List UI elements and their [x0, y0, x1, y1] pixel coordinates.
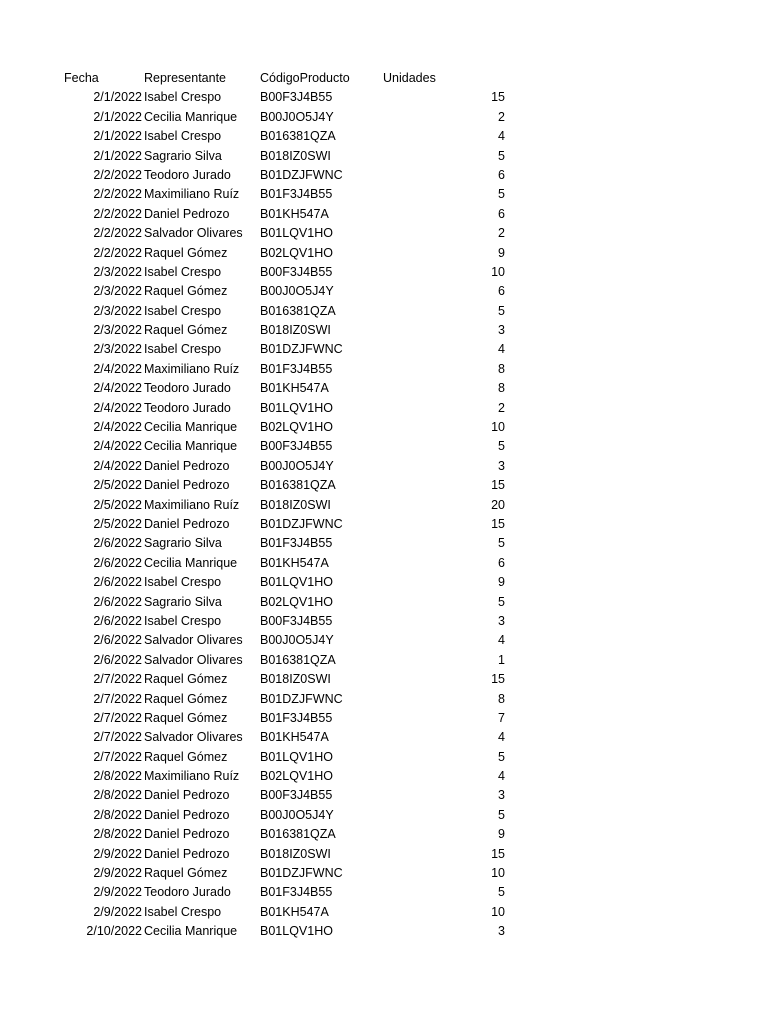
- table-row: [0, 496, 768, 515]
- cell-unidades: 15: [491, 846, 505, 861]
- table-row: [0, 515, 768, 534]
- cell-unidades: 20: [491, 497, 505, 512]
- cell-codigo-producto: B00J0O5J4Y: [260, 633, 334, 648]
- cell-representante: Daniel Pedrozo: [144, 458, 230, 473]
- table-row: [0, 360, 768, 379]
- cell-unidades: 5: [498, 303, 505, 318]
- cell-representante: Daniel Pedrozo: [144, 788, 230, 803]
- table-row: [0, 534, 768, 553]
- cell-representante: Daniel Pedrozo: [144, 516, 230, 531]
- header-unidades: Unidades: [383, 71, 436, 85]
- table-row: [0, 786, 768, 805]
- cell-codigo-producto: B02LQV1HO: [260, 769, 333, 784]
- cell-fecha: 2/2/2022: [93, 226, 142, 241]
- cell-unidades: 3: [498, 788, 505, 803]
- table-row: [0, 554, 768, 573]
- table-row: [0, 748, 768, 767]
- cell-codigo-producto: B016381QZA: [260, 303, 336, 318]
- cell-representante: Cecilia Manrique: [144, 420, 238, 435]
- cell-representante: Teodoro Jurado: [144, 885, 231, 900]
- cell-representante: Salvador Olivares: [144, 226, 243, 241]
- cell-representante: Teodoro Jurado: [144, 400, 231, 415]
- cell-fecha: 2/3/2022: [93, 303, 142, 318]
- cell-representante: Teodoro Jurado: [144, 381, 231, 396]
- table-row: [0, 845, 768, 864]
- table-body: [0, 88, 768, 941]
- cell-fecha: 2/8/2022: [93, 769, 142, 784]
- cell-fecha: 2/4/2022: [93, 439, 142, 454]
- table-row: [0, 379, 768, 398]
- table-row: [0, 864, 768, 883]
- table-row: [0, 205, 768, 224]
- table-row: [0, 127, 768, 146]
- cell-unidades: 4: [498, 342, 505, 357]
- cell-unidades: 3: [498, 458, 505, 473]
- cell-representante: Sagrario Silva: [144, 536, 222, 551]
- cell-fecha: 2/5/2022: [93, 478, 142, 493]
- cell-unidades: 10: [491, 420, 505, 435]
- table-row: [0, 903, 768, 922]
- cell-representante: Raquel Gómez: [144, 749, 228, 764]
- cell-representante: Daniel Pedrozo: [144, 827, 230, 842]
- cell-codigo-producto: B01KH547A: [260, 904, 329, 919]
- cell-codigo-producto: B01F3J4B55: [260, 187, 333, 202]
- cell-representante: Isabel Crespo: [144, 264, 222, 279]
- cell-codigo-producto: B00J0O5J4Y: [260, 284, 334, 299]
- cell-unidades: 8: [498, 691, 505, 706]
- cell-unidades: 5: [498, 439, 505, 454]
- cell-codigo-producto: B01KH547A: [260, 206, 329, 221]
- cell-unidades: 15: [491, 90, 505, 105]
- table-row: [0, 302, 768, 321]
- cell-unidades: 5: [498, 885, 505, 900]
- cell-representante: Maximiliano Ruíz: [144, 187, 240, 202]
- table-row: [0, 244, 768, 263]
- cell-representante: Salvador Olivares: [144, 633, 243, 648]
- cell-fecha: 2/9/2022: [93, 866, 142, 881]
- cell-fecha: 2/2/2022: [93, 245, 142, 260]
- cell-representante: Raquel Gómez: [144, 710, 228, 725]
- cell-codigo-producto: B018IZ0SWI: [260, 846, 331, 861]
- cell-codigo-producto: B01LQV1HO: [260, 575, 333, 590]
- cell-unidades: 5: [498, 536, 505, 551]
- cell-codigo-producto: B01F3J4B55: [260, 361, 333, 376]
- cell-codigo-producto: B00F3J4B55: [260, 439, 333, 454]
- cell-representante: Isabel Crespo: [144, 342, 222, 357]
- cell-codigo-producto: B00F3J4B55: [260, 90, 333, 105]
- cell-representante: Daniel Pedrozo: [144, 478, 230, 493]
- cell-representante: Cecilia Manrique: [144, 109, 238, 124]
- cell-unidades: 9: [498, 575, 505, 590]
- cell-representante: Daniel Pedrozo: [144, 807, 230, 822]
- cell-representante: Teodoro Jurado: [144, 167, 231, 182]
- cell-representante: Isabel Crespo: [144, 575, 222, 590]
- table-row: [0, 224, 768, 243]
- cell-codigo-producto: B00F3J4B55: [260, 788, 333, 803]
- header-representante: Representante: [144, 71, 227, 85]
- cell-fecha: 2/7/2022: [93, 749, 142, 764]
- cell-codigo-producto: B01F3J4B55: [260, 710, 333, 725]
- cell-unidades: 4: [498, 730, 505, 745]
- cell-unidades: 2: [498, 400, 505, 415]
- cell-fecha: 2/3/2022: [93, 342, 142, 357]
- cell-fecha: 2/7/2022: [93, 672, 142, 687]
- cell-fecha: 2/4/2022: [93, 381, 142, 396]
- table-row: [0, 457, 768, 476]
- cell-representante: Isabel Crespo: [144, 303, 222, 318]
- table-row: [0, 922, 768, 941]
- data-table: [0, 69, 768, 942]
- cell-codigo-producto: B01DZJFWNC: [260, 691, 343, 706]
- table-row: [0, 321, 768, 340]
- cell-codigo-producto: B01LQV1HO: [260, 400, 333, 415]
- table-row: [0, 593, 768, 612]
- cell-fecha: 2/6/2022: [93, 555, 142, 570]
- cell-representante: Raquel Gómez: [144, 691, 228, 706]
- cell-codigo-producto: B01KH547A: [260, 381, 329, 396]
- cell-codigo-producto: B00J0O5J4Y: [260, 807, 334, 822]
- cell-codigo-producto: B01KH547A: [260, 730, 329, 745]
- cell-codigo-producto: B01DZJFWNC: [260, 167, 343, 182]
- table-row: [0, 651, 768, 670]
- cell-representante: Raquel Gómez: [144, 245, 228, 260]
- cell-fecha: 2/4/2022: [93, 361, 142, 376]
- cell-unidades: 10: [491, 866, 505, 881]
- cell-unidades: 15: [491, 672, 505, 687]
- cell-fecha: 2/5/2022: [93, 516, 142, 531]
- header-fecha: Fecha: [64, 71, 99, 85]
- cell-fecha: 2/1/2022: [93, 148, 142, 163]
- cell-codigo-producto: B016381QZA: [260, 129, 336, 144]
- cell-representante: Raquel Gómez: [144, 284, 228, 299]
- cell-fecha: 2/4/2022: [93, 420, 142, 435]
- cell-fecha: 2/2/2022: [93, 187, 142, 202]
- table-row: [0, 631, 768, 650]
- cell-codigo-producto: B00J0O5J4Y: [260, 458, 334, 473]
- cell-fecha: 2/2/2022: [93, 206, 142, 221]
- cell-representante: Raquel Gómez: [144, 323, 228, 338]
- cell-fecha: 2/3/2022: [93, 323, 142, 338]
- cell-unidades: 5: [498, 749, 505, 764]
- cell-fecha: 2/8/2022: [93, 827, 142, 842]
- cell-codigo-producto: B01KH547A: [260, 555, 329, 570]
- cell-fecha: 2/8/2022: [93, 807, 142, 822]
- cell-representante: Salvador Olivares: [144, 652, 243, 667]
- cell-codigo-producto: B02LQV1HO: [260, 420, 333, 435]
- table-row: [0, 573, 768, 592]
- cell-representante: Maximiliano Ruíz: [144, 361, 240, 376]
- cell-unidades: 7: [498, 710, 505, 725]
- cell-codigo-producto: B02LQV1HO: [260, 594, 333, 609]
- cell-fecha: 2/4/2022: [93, 458, 142, 473]
- cell-codigo-producto: B01F3J4B55: [260, 885, 333, 900]
- cell-unidades: 3: [498, 323, 505, 338]
- cell-fecha: 2/5/2022: [93, 497, 142, 512]
- cell-unidades: 5: [498, 594, 505, 609]
- table-row: [0, 399, 768, 418]
- table-row: [0, 147, 768, 166]
- cell-unidades: 6: [498, 284, 505, 299]
- cell-representante: Sagrario Silva: [144, 594, 222, 609]
- table-row: [0, 767, 768, 786]
- cell-representante: Raquel Gómez: [144, 672, 228, 687]
- table-row: [0, 282, 768, 301]
- cell-unidades: 4: [498, 129, 505, 144]
- cell-fecha: 2/3/2022: [93, 264, 142, 279]
- cell-codigo-producto: B02LQV1HO: [260, 245, 333, 260]
- cell-codigo-producto: B01DZJFWNC: [260, 342, 343, 357]
- cell-unidades: 6: [498, 555, 505, 570]
- cell-representante: Sagrario Silva: [144, 148, 222, 163]
- cell-fecha: 2/9/2022: [93, 885, 142, 900]
- table-row: [0, 185, 768, 204]
- cell-unidades: 2: [498, 226, 505, 241]
- cell-fecha: 2/1/2022: [93, 129, 142, 144]
- cell-codigo-producto: B018IZ0SWI: [260, 672, 331, 687]
- cell-representante: Isabel Crespo: [144, 90, 222, 105]
- cell-fecha: 2/8/2022: [93, 788, 142, 803]
- cell-fecha: 2/6/2022: [93, 594, 142, 609]
- cell-unidades: 4: [498, 633, 505, 648]
- cell-codigo-producto: B016381QZA: [260, 652, 336, 667]
- table-row: [0, 670, 768, 689]
- cell-fecha: 2/7/2022: [93, 691, 142, 706]
- table-header-row: [0, 69, 768, 88]
- cell-unidades: 1: [498, 652, 505, 667]
- cell-codigo-producto: B016381QZA: [260, 478, 336, 493]
- cell-representante: Isabel Crespo: [144, 904, 222, 919]
- table-row: [0, 166, 768, 185]
- cell-fecha: 2/4/2022: [93, 400, 142, 415]
- table-row: [0, 476, 768, 495]
- cell-codigo-producto: B016381QZA: [260, 827, 336, 842]
- cell-fecha: 2/6/2022: [93, 575, 142, 590]
- cell-unidades: 15: [491, 478, 505, 493]
- table-row: [0, 806, 768, 825]
- cell-unidades: 5: [498, 187, 505, 202]
- cell-unidades: 9: [498, 827, 505, 842]
- cell-representante: Maximiliano Ruíz: [144, 769, 240, 784]
- cell-fecha: 2/9/2022: [93, 904, 142, 919]
- cell-unidades: 4: [498, 769, 505, 784]
- cell-representante: Daniel Pedrozo: [144, 846, 230, 861]
- cell-codigo-producto: B01DZJFWNC: [260, 866, 343, 881]
- cell-unidades: 10: [491, 904, 505, 919]
- cell-fecha: 2/7/2022: [93, 710, 142, 725]
- cell-representante: Maximiliano Ruíz: [144, 497, 240, 512]
- cell-fecha: 2/6/2022: [93, 613, 142, 628]
- cell-codigo-producto: B00J0O5J4Y: [260, 109, 334, 124]
- cell-fecha: 2/9/2022: [93, 846, 142, 861]
- cell-unidades: 15: [491, 516, 505, 531]
- cell-unidades: 3: [498, 613, 505, 628]
- cell-representante: Cecilia Manrique: [144, 439, 238, 454]
- cell-unidades: 3: [498, 924, 505, 939]
- cell-representante: Raquel Gómez: [144, 866, 228, 881]
- cell-unidades: 9: [498, 245, 505, 260]
- cell-unidades: 10: [491, 264, 505, 279]
- cell-fecha: 2/1/2022: [93, 90, 142, 105]
- table-row: [0, 690, 768, 709]
- cell-codigo-producto: B01F3J4B55: [260, 536, 333, 551]
- cell-fecha: 2/1/2022: [93, 109, 142, 124]
- table-row: [0, 263, 768, 282]
- cell-representante: Daniel Pedrozo: [144, 206, 230, 221]
- table-row: [0, 340, 768, 359]
- cell-fecha: 2/2/2022: [93, 167, 142, 182]
- cell-unidades: 2: [498, 109, 505, 124]
- cell-unidades: 6: [498, 167, 505, 182]
- table-row: [0, 437, 768, 456]
- cell-codigo-producto: B018IZ0SWI: [260, 148, 331, 163]
- cell-representante: Isabel Crespo: [144, 613, 222, 628]
- cell-fecha: 2/6/2022: [93, 633, 142, 648]
- cell-codigo-producto: B00F3J4B55: [260, 264, 333, 279]
- table-row: [0, 709, 768, 728]
- table-row: [0, 612, 768, 631]
- cell-representante: Salvador Olivares: [144, 730, 243, 745]
- cell-codigo-producto: B01LQV1HO: [260, 749, 333, 764]
- table-row: [0, 825, 768, 844]
- cell-representante: Cecilia Manrique: [144, 555, 238, 570]
- cell-fecha: 2/3/2022: [93, 284, 142, 299]
- cell-codigo-producto: B00F3J4B55: [260, 613, 333, 628]
- cell-codigo-producto: B01LQV1HO: [260, 226, 333, 241]
- cell-fecha: 2/7/2022: [93, 730, 142, 745]
- cell-unidades: 6: [498, 206, 505, 221]
- cell-codigo-producto: B018IZ0SWI: [260, 497, 331, 512]
- cell-unidades: 8: [498, 381, 505, 396]
- header-codigo-producto: CódigoProducto: [260, 71, 350, 85]
- cell-fecha: 2/6/2022: [93, 536, 142, 551]
- cell-codigo-producto: B018IZ0SWI: [260, 323, 331, 338]
- cell-fecha: 2/10/2022: [86, 924, 142, 939]
- table-row: [0, 108, 768, 127]
- cell-fecha: 2/6/2022: [93, 652, 142, 667]
- table-row: [0, 88, 768, 107]
- cell-codigo-producto: B01LQV1HO: [260, 924, 333, 939]
- cell-codigo-producto: B01DZJFWNC: [260, 516, 343, 531]
- table-row: [0, 883, 768, 902]
- cell-unidades: 5: [498, 148, 505, 163]
- table-row: [0, 728, 768, 747]
- table-row: [0, 418, 768, 437]
- cell-unidades: 8: [498, 361, 505, 376]
- cell-representante: Cecilia Manrique: [144, 924, 238, 939]
- cell-representante: Isabel Crespo: [144, 129, 222, 144]
- cell-unidades: 5: [498, 807, 505, 822]
